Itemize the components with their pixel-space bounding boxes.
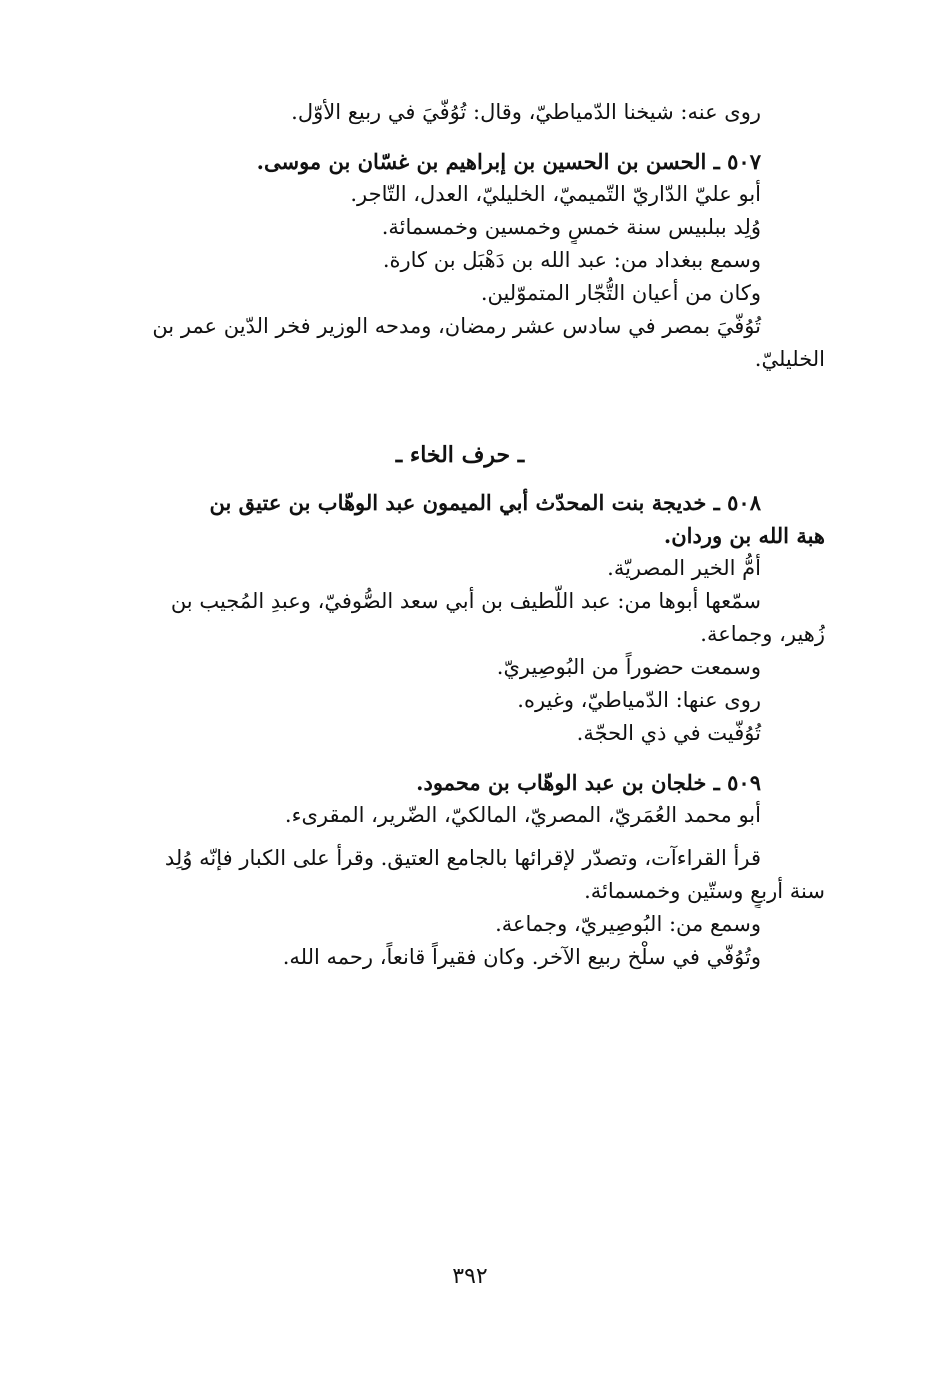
text-line: روى عنه: شيخنا الدّمياطيّ، وقال: تُوُفّيَ في ربيع الأوّل. — [291, 100, 761, 124]
entry-title-507: ٥٠٧ ـ الحسن بن الحسين بن إبراهيم بن غسّان بن موسى. — [256, 149, 761, 174]
text-line: قرأ القراءآت، وتصدّر لإقرائها بالجامع العتيق. وقرأ على الكبار فإنّه وُلِد — [164, 846, 761, 870]
text-line: تُوُفّيَ بمصر في سادس عشر رمضان، ومدحه الوزير فخر الدّين عمر بن — [152, 314, 761, 338]
page-body — [95, 96, 825, 974]
text-line: وسمع ببغداد من: عبد الله بن دَهْبَل بن كارة. — [382, 248, 761, 272]
text-line: وكان من أعيان التُّجّار المتموّلين. — [480, 281, 761, 305]
text-line: وسمعت حضوراً من البُوصِيريّ. — [496, 655, 761, 679]
text-line: سمّعها أبوها من: عبد اللّطيف بن أبي سعد الصُّوفيّ، وعبدِ المُجيب بن — [170, 589, 761, 613]
text-line: روى عنها: الدّمياطيّ، وغيره. — [517, 688, 761, 712]
page-number: ٣٩٢ — [452, 1264, 488, 1289]
text-line: وُلِد ببلبيس سنة خمسٍ وخمسين وخمسمائة. — [381, 215, 761, 239]
entry-title-509: ٥٠٩ ـ خلجان بن عبد الوهّاب بن محمود. — [416, 770, 761, 795]
text-line: سنة أربعٍ وستّين وخمسمائة. — [584, 879, 825, 903]
entry-title-508: ٥٠٨ ـ خديجة بنت المحدّث أبي الميمون عبد الوهّاب بن عتيق بن — [209, 490, 761, 515]
text-line: وتُوُفّي في سلْخ ربيع الآخر. وكان فقيراً قانعاً، رحمه الله. — [282, 945, 761, 969]
text-line: وسمع من: البُوصِيريّ، وجماعة. — [495, 912, 761, 936]
text-line: أبو محمد العُمَريّ، المصريّ، المالكيّ، الضّرير، المقرىء. — [284, 803, 761, 827]
text-line: تُوُفّيت في ذي الحجّة. — [576, 721, 761, 745]
text-line: الخليليّ. — [754, 347, 825, 371]
section-heading: ـ حرف الخاء ـ — [395, 442, 525, 468]
text-line: أمُّ الخير المصريّة. — [607, 556, 761, 580]
entry-title-508-cont: هبة الله بن وردان. — [663, 523, 825, 548]
text-line: زُهير، وجماعة. — [700, 622, 825, 646]
text-line: أبو عليّ الدّاريّ التّميميّ، الخليليّ، العدل، التّاجر. — [350, 182, 761, 206]
